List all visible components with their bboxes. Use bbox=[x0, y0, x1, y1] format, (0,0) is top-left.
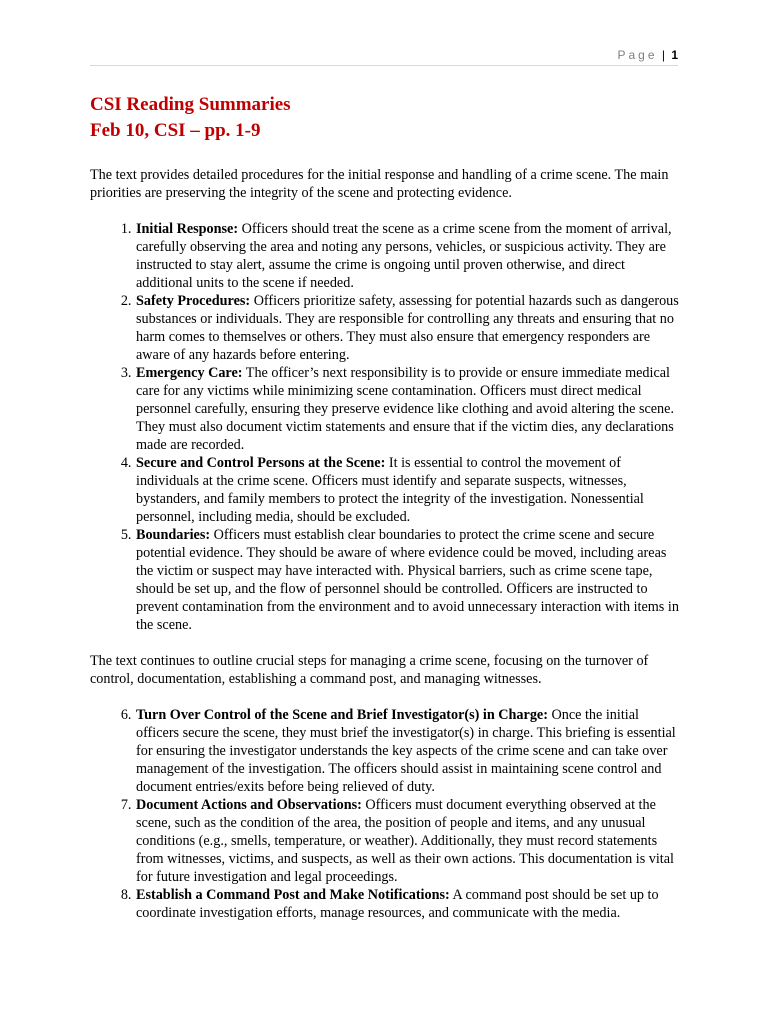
list-item-text: It is essential to control the movement of individuals at the crime scene. Officers must identify and separate suspects, witnesses, bystanders, and family members to protect the integrity of the investigation. Nonessential personnel, including media, should be excluded. bbox=[136, 455, 644, 525]
list-item-title: Safety Procedures: bbox=[136, 293, 251, 309]
list-item-title: Boundaries: bbox=[136, 527, 211, 543]
page-separator: | bbox=[661, 48, 665, 62]
list-item bbox=[135, 364, 680, 454]
page-label: Page bbox=[617, 48, 658, 62]
title-line-1: CSI Reading Summaries bbox=[90, 94, 291, 115]
title-line-2: Feb 10, CSI – pp. 1-9 bbox=[90, 120, 261, 141]
page-number: 1 bbox=[671, 48, 678, 62]
list-item-text: Officers must establish clear boundaries to protect the crime scene and secure potential evidence. They should be aware of where evidence could be moved, including areas the victim or suspect may have interacted with. Physical barriers, such as crime scene tape, should be set up, and the flow of personnel should be controlled. Officers are instructed to prevent contamination from the environment and to avoid unnecessary interaction with items in the scene. bbox=[136, 527, 679, 633]
page-header bbox=[90, 46, 678, 66]
list-item bbox=[135, 292, 680, 364]
list-item bbox=[135, 886, 680, 922]
list-item-title: Turn Over Control of the Scene and Brief Investigator(s) in Charge: bbox=[136, 707, 548, 723]
list-item-title: Initial Response: bbox=[136, 221, 239, 237]
transition-paragraph: The text continues to outline crucial steps for managing a crime scene, focusing on the turnover of control, documentation, establishing a command post, and managing witnesses. bbox=[90, 653, 649, 687]
document-title bbox=[90, 92, 680, 144]
summary-list-1 bbox=[90, 220, 680, 634]
list-item-title: Establish a Command Post and Make Notifications: bbox=[136, 887, 450, 903]
list-item-text: The officer’s next responsibility is to provide or ensure immediate medical care for any victims while minimizing scene contamination. Officers must direct medical personnel carefully, ensuring they preserve evidence like clothing and avoid altering the scene. They must also document victim statements and ensure that if the victim dies, any declarations made are recorded. bbox=[136, 365, 674, 453]
intro-paragraph: The text provides detailed procedures for the initial response and handling of a crime scene. The main priorities are preserving the integrity of the scene and protecting evidence. bbox=[90, 167, 669, 201]
list-item-text: Officers must document everything observed at the scene, such as the condition of the area, the position of people and items, and any unusual conditions (e.g., smells, temperature, or weather). Additionally, they must record statements from witnesses, victims, and suspects, as well as their own actions. This documentation is vital for future investigation and legal proceedings. bbox=[136, 797, 674, 885]
list-item-text: A command post should be set up to coordinate investigation efforts, manage resources, and communicate with the media. bbox=[136, 887, 659, 921]
list-item-title: Secure and Control Persons at the Scene: bbox=[136, 455, 386, 471]
document-body bbox=[90, 92, 680, 922]
list-item-text: Once the initial officers secure the scene, they must brief the investigator(s) in charge. This briefing is essential for ensuring the investigator understands the key aspects of the crime scene and can take over management of the investigation. The officers should assist in maintaining scene control and document entries/exits before being relieved of duty. bbox=[136, 707, 676, 795]
list-item bbox=[135, 796, 680, 886]
list-item-text: Officers prioritize safety, assessing for potential hazards such as dangerous substances or individuals. They are responsible for controlling any threats and ensuring that no harm comes to themselves or others. They must also ensure that emergency responders are aware of any hazards before entering. bbox=[136, 293, 679, 363]
list-item-title: Emergency Care: bbox=[136, 365, 243, 381]
list-item bbox=[135, 706, 680, 796]
list-item-text: Officers should treat the scene as a crime scene from the moment of arrival, carefully observing the area and noting any persons, vehicles, or suspicious activity. They are instructed to stay alert, assume the crime is ongoing until proven otherwise, and direct additional units to the scene if needed. bbox=[136, 221, 672, 291]
list-item-title: Document Actions and Observations: bbox=[136, 797, 362, 813]
list-item bbox=[135, 526, 680, 634]
summary-list-2 bbox=[90, 706, 680, 922]
list-item bbox=[135, 454, 680, 526]
list-item bbox=[135, 220, 680, 292]
